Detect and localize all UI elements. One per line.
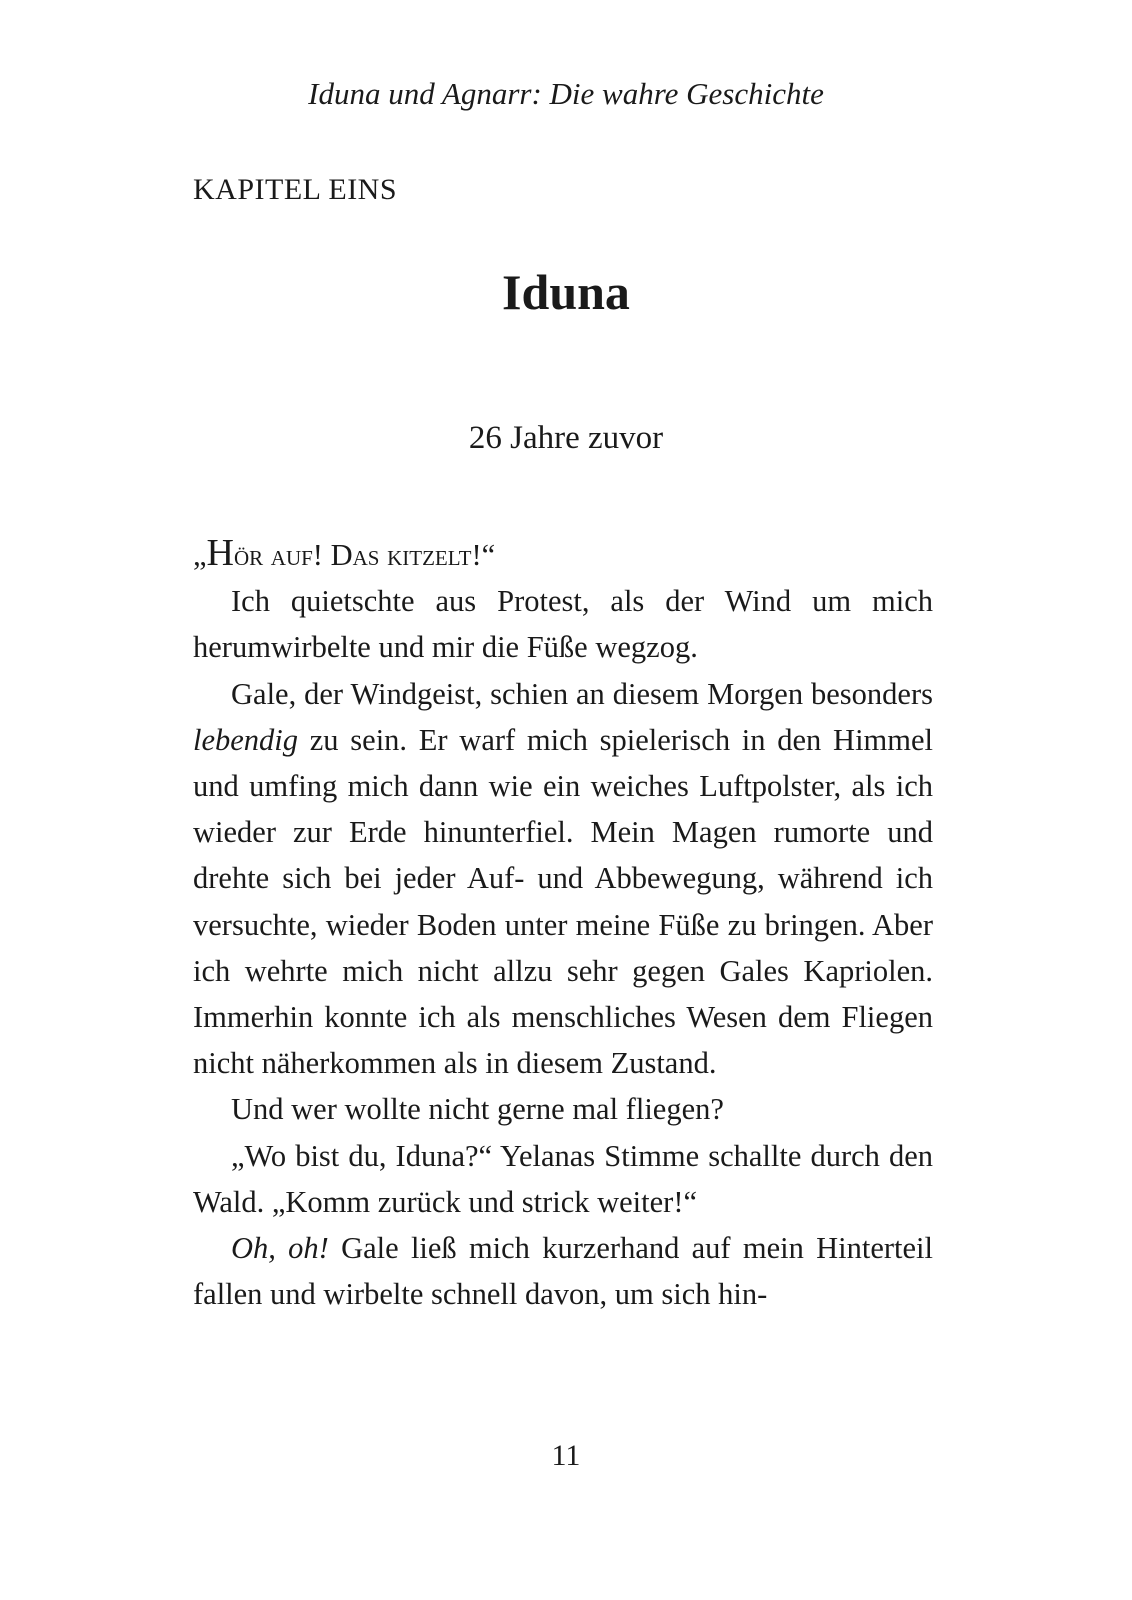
body-text [193,530,933,1317]
opening-smallcaps: ör auf! Das kitzelt!“ [234,538,496,572]
page-number: 11 [551,1439,581,1472]
paragraph-text: Gale ließ mich kurzerhand auf mein Hinterteil fallen und wirbelte schnell davon, um sich hin- [193,1231,933,1312]
emphasis-text: Oh, oh! [231,1231,329,1266]
opening-quote-mark: „ [193,538,207,572]
paragraph-text: „Wo bist du, Iduna?“ Yelanas Stimme schallte durch den Wald. „Komm zurück und strick weiter!“ [193,1138,933,1219]
emphasis-text: lebendig [193,722,299,757]
time-note: 26 Jahre zuvor [468,420,664,456]
running-head: Iduna und Agnarr: Die wahre Geschichte [308,76,824,111]
paragraph [193,1086,933,1132]
paragraph-text: Gale, der Windgeist, schien an diesem Morgen besonders [231,676,933,711]
paragraph [193,578,933,670]
paragraphs [193,578,933,1317]
paragraph [193,1133,933,1225]
paragraph-text: zu sein. Er warf mich spielerisch in den Himmel und umfing mich dann wie ein weiches Luftpolster, als ich wieder zur Erde hinunterfiel. Mein Magen rumorte und drehte sich bei jeder Auf- und Abbewegung, während ich versuchte, wieder Boden unter meine Füße zu bringen. Aber ich wehrte mich nicht allzu sehr gegen Gales Kapriolen. Immerhin konnte ich als menschliches Wesen dem Fliegen nicht näherkommen als in diesem Zustand. [193,722,933,1081]
paragraph [193,671,933,1087]
chapter-label: KAPITEL EINS [193,173,398,206]
paragraph-text: Und wer wollte nicht gerne mal fliegen? [231,1092,724,1127]
opening-initial: H [206,532,234,574]
opening-line [193,530,933,578]
paragraph-text: Ich quietschte aus Protest, als der Wind um mich herumwirbelte und mir die Füße wegzog. [193,584,933,665]
paragraph [193,1225,933,1317]
chapter-title: Iduna [502,264,630,320]
